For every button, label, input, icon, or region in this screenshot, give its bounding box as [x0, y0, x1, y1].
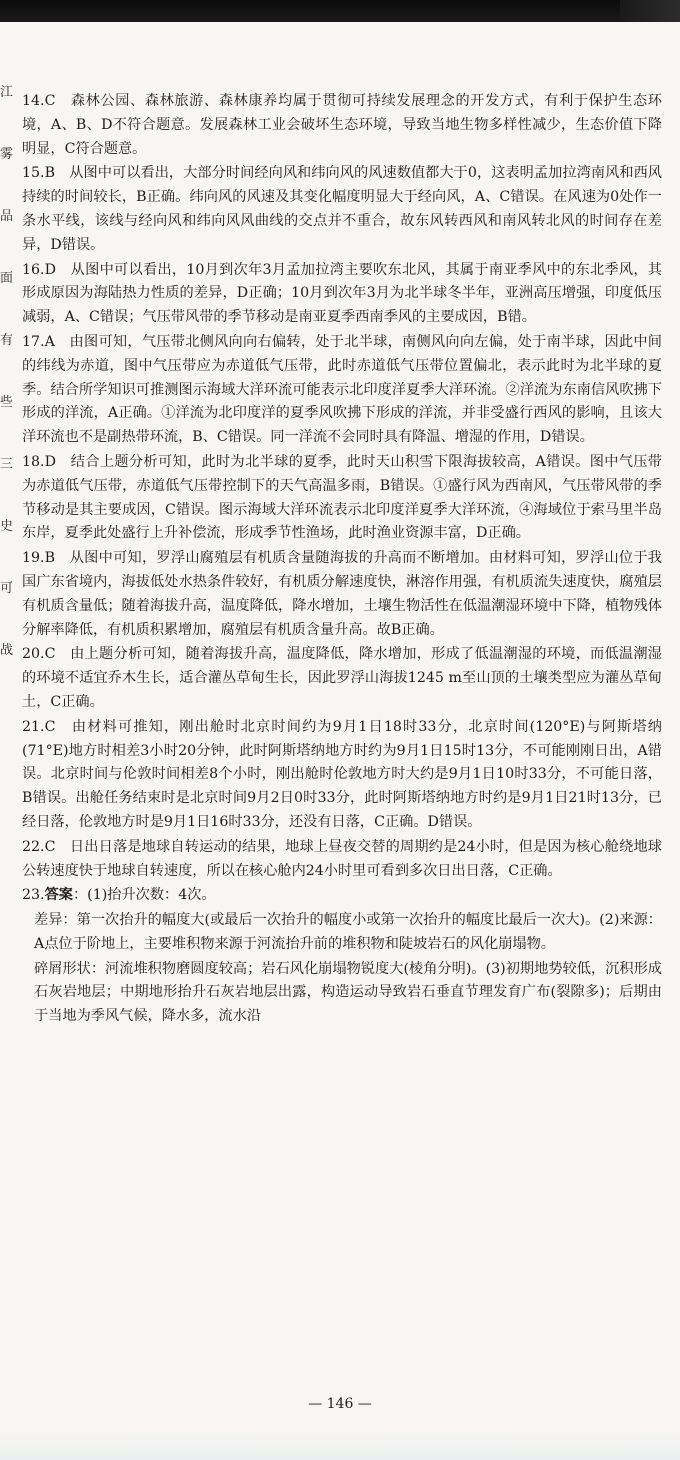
answer-item-16: 16.D 从图中可以看出，10月到次年3月孟加拉湾主要吹东北风，其属于南亚季风中的东北季风，其形成原因为海陆热力性质的差异，D正确；10月到次年3月为北半球冬半年，亚洲高压增强，印度低压减弱，A、C错误；气压带风带的季节移动是南亚夏季西南季风的主要成因，B错。 — [22, 261, 662, 326]
margin-char: 史 — [0, 519, 14, 534]
margin-char: 有 — [0, 333, 14, 348]
answer-item-18: 18.D 结合上题分析可知，此时为北半球的夏季，此时天山积雪下限海拔较高，A错误。图中气压带为赤道低气压带，赤道低气压带控制下的天气高温多雨，B错误。①盛行风为西南风，气压带风带的季节移动是其主要成因，C错误。图示海域大洋环流表示北印度洋夏季大洋环流，④海域位于索马里半岛东岸，夏季此处盛行上升补偿流，形成季节性渔场，此时渔业资源丰富，D正确。 — [22, 453, 662, 542]
answer-label: 答案 — [44, 887, 73, 904]
margin-char: 三 — [0, 457, 14, 472]
margin-char: 战 — [0, 643, 14, 658]
scan-top-edge — [0, 0, 680, 22]
scan-bottom-edge — [0, 1432, 680, 1460]
answer-item-23-para-1: 差异：第一次抬升的幅度大(或最后一次抬升的幅度小或第一次抬升的幅度比最后一次大)。(2)来源：A点位于阶地上，主要堆积物来源于河流抬升前的堆积物和陡坡岩石的风化崩塌物。 — [34, 912, 662, 952]
item-number: 23. — [22, 887, 45, 904]
margin-bleed-text — [0, 80, 18, 700]
answer-item-14: 14.C 森林公园、森林旅游、森林康养均属于贯彻可持续发展理念的开发方式，有利于保护生态环境，A、B、D不符合题意。发展森林工业会破坏生态环境，导致当地生物多样性减少，生态价值下降明显，C符合题意。 — [22, 93, 662, 157]
answer-item-23-para-2: 碎屑形状：河流堆积物磨圆度较高；岩石风化崩塌物锐度大(棱角分明)。(3)初期地势较低，沉积形成石灰岩地层；中期地形抬升石灰岩地层出露，构造运动导致岩石垂直节理发育广布(裂隙多)；后期由于当地为季风气候，降水多，流水沿 — [34, 960, 662, 1025]
margin-char: 面 — [0, 271, 14, 286]
margin-char: 雾 — [0, 147, 14, 162]
page-number: — 146 — — [308, 1396, 372, 1412]
margin-char: 江 — [0, 85, 14, 100]
answer-part-1: ：(1)抬升次数：4次。 — [72, 887, 216, 904]
answer-item-17: 17.A 由图可知，气压带北侧风向向右偏转，处于北半球，南侧风向向左偏，处于南半球，因此中间的纬线为赤道，图中气压带应为赤道低气压带，此时赤道低气压带位置偏北，表示此时为北半球的夏季。结合所学知识可推测图示海域大洋环流可能表示北印度洋夏季大洋环流。②洋流为东南信风吹拂下形成的洋流，A正确。①洋流为北印度洋的夏季风吹拂下形成的洋流，并非受盛行西风的影响，且该大洋环流也不是副热带环流，B、C错误。同一洋流不会同时具有降温、增湿的作用，D错误。 — [22, 333, 662, 446]
answer-item-21: 21.C 由材料可推知，刚出舱时北京时间约为9月1日18时33分，北京时间(120°E)与阿斯塔纳(71°E)地方时相差3小时20分钟，此时阿斯塔纳地方时约为9月1日15时13分，不可能刚刚日出，A错误。北京时间与伦敦时间相差8个小时，刚出舱时伦敦地方时大约是9月1日10时33分，不可能日落，B错误。出舱任务结束时是北京时间9月2日0时33分，此时阿斯塔纳地方时约是9月1日21时13分，已经日落，伦敦地方时是9月1日16时33分，还没有日落，C正确。D错误。 — [22, 718, 662, 830]
answer-item-20: 20.C 由上题分析可知，随着海拔升高，温度降低，降水增加，形成了低温潮湿的环境，而低温潮湿的环境不适宜乔木生长，适合灌丛草甸生长，因此罗浮山海拔1245 m至山顶的土壤类型应为灌丛草甸土，C正确。 — [22, 646, 662, 710]
answer-item-22: 22.C 日出日落是地球自转运动的结果，地球上昼夜交替的周期约是24小时，但是因为核心舱绕地球公转速度快于地球自转速度，所以在核心舱内24小时里可看到多次日出日落，C正确。 — [22, 838, 662, 879]
margin-char: 可 — [0, 581, 14, 596]
answer-item-15: 15.B 从图中可以看出，大部分时间经向风和纬向风的风速数值都大于0，这表明孟加拉湾南风和西风持续的时间较长，B正确。纬向风的风速及其变化幅度明显大于经向风，A、C错误。在风速为0处作一条水平线，该线与经向风和纬向风风曲线的交点并不重合，故东风转西风和南风转北风的时间存在差异，D错误。 — [22, 165, 662, 253]
answer-item-23 — [22, 884, 662, 908]
margin-char: 品 — [0, 209, 14, 224]
margin-char: 些 — [0, 395, 14, 410]
answer-explanations — [22, 90, 662, 1030]
answer-item-19: 19.B 从图中可知，罗浮山腐殖层有机质含量随海拔的升高而不断增加。由材料可知，罗浮山位于我国广东省境内，海拔低处水热条件较好，有机质分解速度快，淋溶作用强，有机质流失速度快，腐殖层有机质含量低；随着海拔升高，温度降低，降水增加，土壤生物活性在低温潮湿环境中下降，植物残体分解率降低，有机质积累增加，腐殖层有机质含量升高。故B正确。 — [22, 550, 662, 638]
